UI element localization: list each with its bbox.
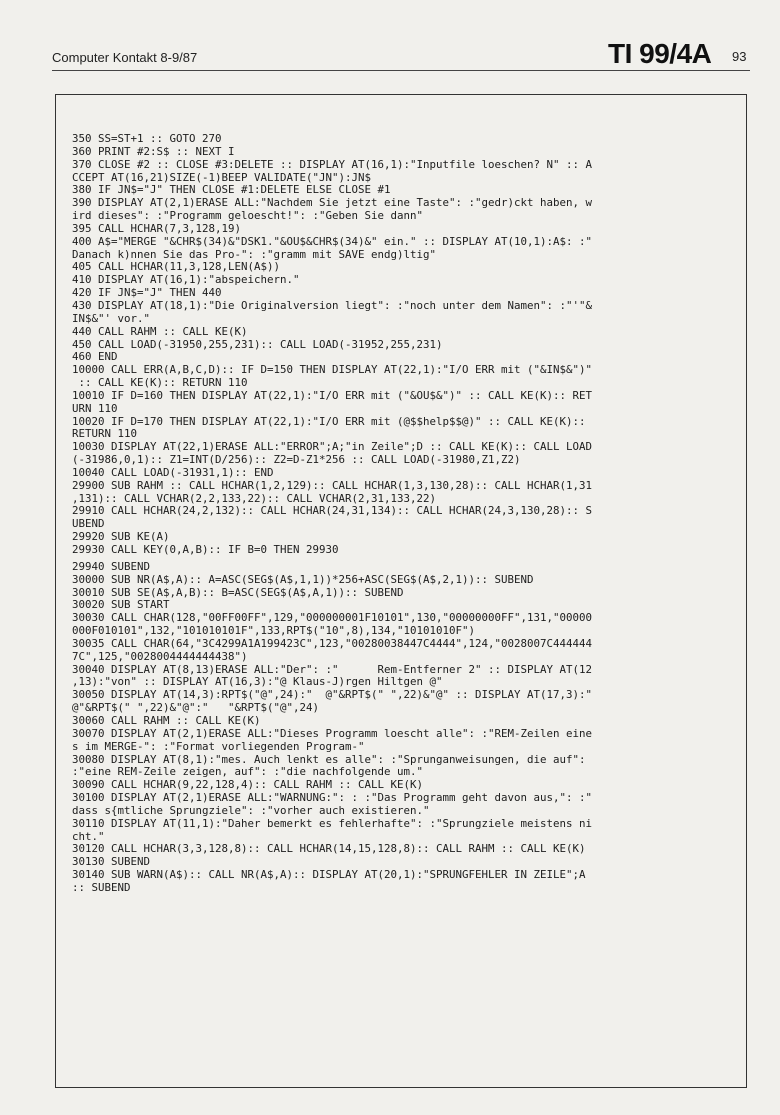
- code-line: 30080 DISPLAY AT(8,1):"mes. Auch lenkt es alle": :"Sprunganweisungen, die auf":: [72, 752, 586, 766]
- code-line: ird dieses": :"Programm geloescht!": :"Geben Sie dann": [72, 209, 424, 223]
- code-line: URN 110: [72, 401, 118, 415]
- code-line: 400 A$="MERGE "&CHR$(34)&"DSK1."&OU$&CHR$(34)&" ein." :: DISPLAY AT(10,1):A$: :": [72, 234, 593, 248]
- code-line: 7C",125,"0028004444444438"): [72, 649, 248, 663]
- code-line: 430 DISPLAY AT(18,1):"Die Originalversion liegt": :"noch unter dem Namen": :"'"&: [72, 298, 593, 312]
- code-line: 30110 DISPLAY AT(11,1):"Daher bemerkt es fehlerhafte": :"Sprungziele meistens ni: [72, 816, 593, 830]
- page-header: [0, 0, 780, 80]
- code-line: 395 CALL HCHAR(7,3,128,19): [72, 221, 242, 235]
- code-line: cht.": [72, 829, 105, 843]
- page-number: 93: [732, 49, 747, 64]
- code-line: 30040 DISPLAY AT(8,13)ERASE ALL:"Der": :" Rem-Entferner 2" :: DISPLAY AT(12: [72, 662, 593, 676]
- code-line: CCEPT AT(16,21)SIZE(-1)BEEP VALIDATE("JN"):JN$: [72, 170, 372, 184]
- code-line: 10020 IF D=170 THEN DISPLAY AT(22,1):"I/O ERR mit (@$$help$$@)" :: CALL KE(K)::: [72, 414, 586, 428]
- section-title: TI 99/4A: [608, 38, 712, 69]
- code-line: 30090 CALL HCHAR(9,22,128,4):: CALL RAHM :: CALL KE(K): [72, 778, 424, 792]
- code-line: 10040 CALL LOAD(-31931,1):: END: [72, 465, 274, 479]
- code-line: 390 DISPLAY AT(2,1)ERASE ALL:"Nachdem Sie jetzt eine Taste": :"gedr)ckt haben, w: [72, 196, 593, 210]
- code-line: s im MERGE-": :"Format vorliegenden Program-": [72, 739, 365, 753]
- code-line: 350 SS=ST+1 :: GOTO 270: [72, 132, 222, 145]
- code-line: 30020 SUB START: [72, 598, 170, 612]
- code-line: 440 CALL RAHM :: CALL KE(K): [72, 324, 248, 338]
- code-line: 405 CALL HCHAR(11,3,128,LEN(A$)): [72, 260, 281, 274]
- code-line: 370 CLOSE #2 :: CLOSE #3:DELETE :: DISPLAY AT(16,1):"Inputfile loeschen? N" :: A: [72, 157, 593, 171]
- code-line: 10030 DISPLAY AT(22,1)ERASE ALL:"ERROR";A;"in Zeile";D :: CALL KE(K):: CALL LOAD: [72, 440, 593, 454]
- code-line: 30130 SUBEND: [72, 855, 151, 869]
- code-line: 460 END: [72, 350, 118, 364]
- code-line: ,13):"von" :: DISPLAY AT(16,3):"@ Klaus-J)rgen Hiltgen @": [72, 675, 443, 689]
- code-line: 420 IF JN$="J" THEN 440: [72, 286, 222, 300]
- code-line: 30140 SUB WARN(A$):: CALL NR(A$,A):: DISPLAY AT(20,1):"SPRUNGFEHLER IN ZEILE";A: [72, 868, 586, 882]
- code-line: 30050 DISPLAY AT(14,3):RPT$("@",24):" @"&RPT$(" ",22)&"@" :: DISPLAY AT(17,3):": [72, 688, 593, 702]
- code-line: 380 IF JN$="J" THEN CLOSE #1:DELETE ELSE CLOSE #1: [72, 183, 391, 197]
- code-line: 29930 CALL KEY(0,A,B):: IF B=0 THEN 29930: [72, 543, 339, 556]
- code-line: 30000 SUB NR(A$,A):: A=ASC(SEG$(A$,1,1))*256+ASC(SEG$(A$,2,1)):: SUBEND: [72, 572, 534, 586]
- code-line: 30100 DISPLAY AT(2,1)ERASE ALL:"WARNUNG:": : :"Das Programm geht davon aus,": :": [72, 791, 593, 805]
- code-line: 29900 SUB RAHM :: CALL HCHAR(1,2,129):: CALL HCHAR(1,3,130,28):: CALL HCHAR(1,31: [72, 478, 593, 492]
- code-line: 30035 CALL CHAR(64,"3C4299A1A199423C",123,"00280038447C4444",124,"0028007C444444: [72, 636, 593, 650]
- code-line: 10000 CALL ERR(A,B,C,D):: IF D=150 THEN DISPLAY AT(22,1):"I/O ERR mit ("&IN$&")": [72, 363, 593, 377]
- code-line: 410 DISPLAY AT(16,1):"abspeichern.": [72, 273, 300, 287]
- code-line: Danach k)nnen Sie das Pro-": :"gramm mit SAVE endg)ltig": [72, 247, 437, 261]
- code-line: IN$&"' vor.": [72, 311, 151, 325]
- code-line: 29910 CALL HCHAR(24,2,132):: CALL HCHAR(24,31,134):: CALL HCHAR(24,3,130,28):: S: [72, 504, 593, 518]
- code-line: ,131):: CALL VCHAR(2,2,133,22):: CALL VCHAR(2,31,133,22): [72, 491, 437, 505]
- code-line: :: SUBEND: [72, 880, 131, 894]
- code-line: UBEND: [72, 517, 105, 531]
- code-line: 450 CALL LOAD(-31950,255,231):: CALL LOAD(-31952,255,231): [72, 337, 443, 351]
- header-rule: [52, 70, 750, 71]
- code-line: 30030 CALL CHAR(128,"00FF00FF",129,"000000001F10101",130,"00000000FF",131,"00000: [72, 611, 593, 625]
- code-line: dass s{mtliche Sprungziele": :"vorher auch existieren.": [72, 803, 430, 817]
- code-line: 30060 CALL RAHM :: CALL KE(K): [72, 713, 261, 727]
- code-line: 000F010101",132,"101010101F",133,RPT$("10",8),134,"10101010F"): [72, 624, 476, 638]
- program-listing: [72, 133, 740, 895]
- code-line: (-31986,0,1):: Z1=INT(D/256):: Z2=D-Z1*256 :: CALL LOAD(-31980,Z1,Z2): [72, 453, 521, 467]
- code-line: 30120 CALL HCHAR(3,3,128,8):: CALL HCHAR(14,15,128,8):: CALL RAHM :: CALL KE(K): [72, 842, 586, 856]
- code-line: 30010 SUB SE(A$,A,B):: B=ASC(SEG$(A$,A,1)):: SUBEND: [72, 585, 404, 599]
- code-line: 30070 DISPLAY AT(2,1)ERASE ALL:"Dieses Programm loescht alle": :"REM-Zeilen eine: [72, 726, 593, 740]
- code-line: 29920 SUB KE(A): [72, 530, 170, 544]
- code-line: RETURN 110: [72, 427, 138, 441]
- code-line: :: CALL KE(K):: RETURN 110: [72, 376, 248, 390]
- code-line: 29940 SUBEND: [72, 559, 151, 573]
- code-line: @"&RPT$(" ",22)&"@":" "&RPT$("@",24): [72, 701, 320, 715]
- code-line: 10010 IF D=160 THEN DISPLAY AT(22,1):"I/O ERR mit ("&OU$&")" :: CALL KE(K):: RET: [72, 388, 593, 402]
- code-line: 360 PRINT #2:S$ :: NEXT I: [72, 144, 235, 158]
- code-line: :"eine REM-Zeile zeigen, auf": :"die nachfolgende um.": [72, 765, 424, 779]
- journal-title: Computer Kontakt 8-9/87: [52, 50, 198, 65]
